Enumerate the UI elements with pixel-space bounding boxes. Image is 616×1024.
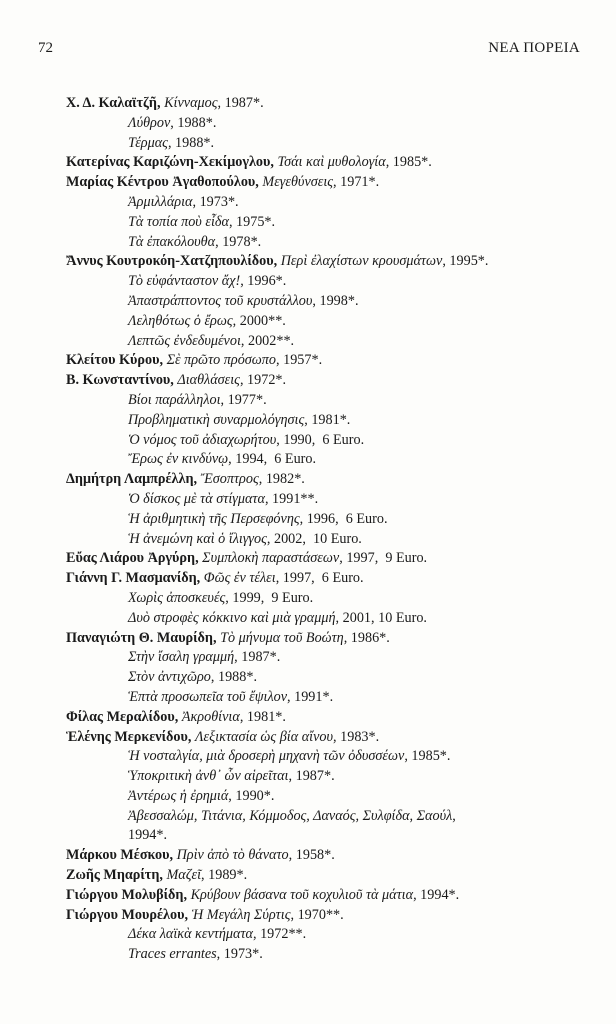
work-title: Ἀβεσσαλώμ, Τιτάνια, Κόμμοδος, Δαναός, Συλφίδα, Σαούλ (128, 807, 453, 824)
title-entry (66, 510, 596, 530)
title-entry (66, 450, 596, 470)
work-details: , 1988*. (170, 114, 217, 131)
author-entry (66, 629, 596, 649)
work-title: Χωρὶς ἀποσκευές (128, 589, 226, 606)
work-title: Δυὸ στροφὲς κόκκινο καὶ μιὰ γραμμή (128, 609, 336, 626)
author-name: Φίλας Μεραλίδου, (66, 708, 182, 725)
title-entry (66, 490, 596, 510)
work-details: , 2002**. (240, 332, 295, 349)
work-title: Λεξικτασία ὡς βία αἴνου (194, 728, 334, 745)
author-name: Παναγιώτη Θ. Μαυρίδη, (66, 629, 221, 646)
work-title: Βίοι παράλληλοι (128, 391, 221, 408)
work-details: , 1996*. (240, 273, 287, 290)
work-details: , 1999, 9 Euro. (225, 589, 314, 606)
title-entry (66, 411, 596, 431)
work-title: Ἡ ἀνεμώνη καὶ ὁ ἴλιγγος (128, 530, 267, 547)
author-name: Γιάννη Γ. Μασμανίδη, (66, 570, 204, 587)
work-title: Συμπλοκὴ παραστάσεων (202, 550, 340, 567)
author-entry (66, 371, 596, 391)
work-details: , 1987*. (234, 649, 281, 666)
title-entry (66, 233, 596, 253)
work-title: Ἡ Μεγάλη Σύρτις (191, 906, 291, 923)
work-title: Τέρμας (128, 134, 168, 151)
work-details: , 1989*. (201, 867, 248, 884)
title-entry (66, 292, 596, 312)
title-entry (66, 193, 596, 213)
author-name: Γιώργου Μολυβίδη, (66, 886, 191, 903)
work-details: , 1987*. (217, 95, 264, 111)
work-details: , 1991**. (264, 490, 319, 507)
work-title: Ἀκροθίνια (181, 708, 240, 725)
work-details: , (452, 807, 456, 824)
work-title: Φῶς ἐν τέλει (203, 570, 276, 587)
work-details: , 1987*. (288, 768, 335, 785)
work-title: Κρύβουν βάσανα τοῦ κοχυλιοῦ τὰ μάτια (190, 886, 414, 903)
author-entry (66, 569, 596, 589)
author-entry (66, 173, 596, 193)
work-title: Σὲ πρῶτο πρόσωπο (166, 352, 277, 369)
work-title: Δέκα λαϊκὰ κεντήματα (128, 926, 253, 943)
work-details: , 1988*. (210, 669, 257, 686)
work-details: , 1994*. (413, 886, 460, 903)
work-title: Λύθρον (128, 114, 171, 131)
work-title: Ἔσοπτρος (200, 471, 259, 488)
title-entry (66, 747, 596, 767)
author-name: Ζωῆς Μηαρίτη, (66, 867, 167, 884)
work-details: , 2001, 10 Euro. (335, 609, 427, 626)
work-details: , 1957*. (276, 352, 323, 369)
work-title: Τσάι καὶ μυθολογία (277, 154, 386, 171)
author-name: Κατερίνας Καριζώνη-Χεκίμογλου, (66, 154, 278, 171)
work-title: Διαθλάσεις (177, 372, 240, 389)
author-name: Εὔας Λιάρου Ἀργύρη, (66, 550, 203, 567)
work-title: Ἀρμιλλάρια (128, 193, 193, 210)
work-details: , 1990*. (228, 787, 275, 804)
title-entry (66, 688, 596, 708)
work-details: , 1985*. (404, 748, 451, 765)
work-title: Μεγεθύνσεις (262, 174, 334, 191)
author-entry (66, 252, 596, 272)
author-entry (66, 906, 596, 926)
work-details: , 1997, 9 Euro. (339, 550, 428, 567)
work-details: , 1971*. (333, 174, 380, 191)
author-entry (66, 708, 596, 728)
title-entry (66, 134, 596, 154)
work-details: , 1972**. (252, 926, 307, 943)
work-details: , 1996, 6 Euro. (299, 510, 388, 527)
work-title: Ἡ ἀριθμητικὴ τῆς Περσεφόνης (128, 510, 300, 527)
author-entry (66, 153, 596, 173)
work-title: Traces errantes (128, 946, 217, 963)
work-details: , 1982*. (258, 471, 305, 488)
work-title: Ἡ νοσταλγία, μιὰ δροσερὴ μηχανὴ τῶν ὀδυσσέων (128, 748, 405, 765)
author-name: Δημήτρη Λαμπρέλλη, (66, 471, 201, 488)
work-title: Τὰ ἐπακόλουθα (128, 233, 216, 250)
title-entry (66, 114, 596, 134)
work-details: 1994*. (128, 827, 168, 844)
work-details: , 1981*. (304, 411, 351, 428)
work-details: , 1991*. (287, 688, 334, 705)
work-title: Ὑποκριτικὴ ἀνθ᾽ ὧν αἱρεῖται (128, 768, 289, 785)
author-name: Μάρκου Μέσκου, (66, 847, 177, 864)
author-name: Μαρίας Κέντρου Ἀγαθοπούλου, (66, 174, 263, 191)
work-title: Ὁ νόμος τοῦ ἀδιαχωρήτου (128, 431, 277, 448)
work-details: , 1994, 6 Euro. (228, 451, 317, 468)
author-name: Ἑλένης Μερκενίδου, (66, 728, 195, 745)
work-title: Ἔρως ἐν κινδύνῳ (128, 451, 229, 468)
author-entry (66, 549, 596, 569)
work-details: , 1978*. (215, 233, 262, 250)
title-entry (66, 648, 596, 668)
author-name: Κλείτου Κύρου, (66, 352, 167, 369)
work-details: , 1988*. (167, 134, 215, 151)
author-entry (66, 886, 596, 906)
work-title: Τὸ εὐφάνταστον ἄχ! (128, 273, 241, 290)
work-title: Προβληματικὴ συναρμολόγησις (128, 411, 305, 428)
bibliography-list (66, 94, 596, 965)
work-title: Λεληθότως ὁ ἔρως (128, 312, 233, 329)
author-entry (66, 866, 596, 886)
title-entry (66, 589, 596, 609)
work-title: Στὴν ἴσαλη γραμμή (128, 649, 235, 666)
title-entry (66, 272, 596, 292)
work-title: Ἀντέρως ἡ ἐρημιά (128, 787, 229, 804)
author-entry (66, 351, 596, 371)
work-title: Τὰ τοπία ποὺ εἶδα (128, 213, 229, 230)
work-details: , 1975*. (228, 213, 276, 230)
title-entry (66, 668, 596, 688)
title-entry (66, 787, 596, 807)
work-details: , 1998*. (312, 292, 359, 309)
page-number: 72 (38, 40, 53, 56)
work-title: Ὁ δίσκος μὲ τὰ στίγματα (128, 490, 265, 507)
title-entry (66, 807, 596, 827)
work-details: , 1973*. (192, 193, 239, 210)
author-name: Β. Κωνσταντίνου, (66, 372, 178, 389)
work-title: Κίνναμος (164, 95, 218, 111)
work-title: Ἀπαστράπτοντος τοῦ κρυστάλλου (128, 292, 313, 309)
work-details: , 1995*. (442, 253, 489, 270)
author-entry (66, 94, 596, 114)
work-details: , 2000**. (232, 312, 286, 329)
title-entry (66, 767, 596, 787)
author-name: Χ. Δ. Καλαϊτζῆ, (66, 95, 165, 111)
title-entry (66, 391, 596, 411)
author-name: Γιώργου Μουρέλου, (66, 906, 192, 923)
running-head: ΝΕΑ ΠΟΡΕΙΑ (488, 40, 580, 56)
work-details: , 1958*. (288, 847, 335, 864)
work-title: Ἑπτὰ προσωπεῖα τοῦ ἔψιλον (128, 688, 287, 705)
work-title: Μαζεῖ (166, 867, 202, 884)
work-title: Πρὶν ἀπὸ τὸ θάνατο (176, 847, 289, 864)
work-details: , 1972*. (239, 372, 287, 389)
title-entry (66, 431, 596, 451)
work-title: Στὸν ἀντιχῶρο (128, 669, 211, 686)
work-details: , 1970**. (290, 906, 344, 923)
work-title: Λεπτῶς ἐνδεδυμένοι (128, 332, 241, 349)
author-entry (66, 846, 596, 866)
work-details: , 1997, 6 Euro. (275, 570, 364, 587)
title-entry (66, 609, 596, 629)
author-entry (66, 728, 596, 748)
work-title: Τὸ μήνυμα τοῦ Βοώτη (220, 629, 344, 646)
title-entry (66, 312, 596, 332)
work-details: , 1986*. (343, 629, 390, 646)
work-details: , 2002, 10 Euro. (266, 530, 362, 547)
work-details: , 1983*. (333, 728, 380, 745)
title-entry (66, 945, 596, 965)
work-details: , 1973*. (216, 946, 263, 963)
work-details: , 1985*. (385, 154, 432, 171)
work-title: Περὶ ἐλαχίστων κρουσμάτων (280, 253, 443, 270)
author-name: Ἄννυς Κουτροκόη-Χατζηπουλίδου, (66, 253, 281, 270)
work-details: , 1990, 6 Euro. (276, 431, 365, 448)
title-entry (66, 530, 596, 550)
work-details: , 1981*. (239, 708, 286, 725)
title-entry (66, 826, 596, 846)
work-details: , 1977*. (220, 391, 267, 408)
title-entry (66, 213, 596, 233)
title-entry (66, 332, 596, 352)
title-entry (66, 925, 596, 945)
author-entry (66, 470, 596, 490)
